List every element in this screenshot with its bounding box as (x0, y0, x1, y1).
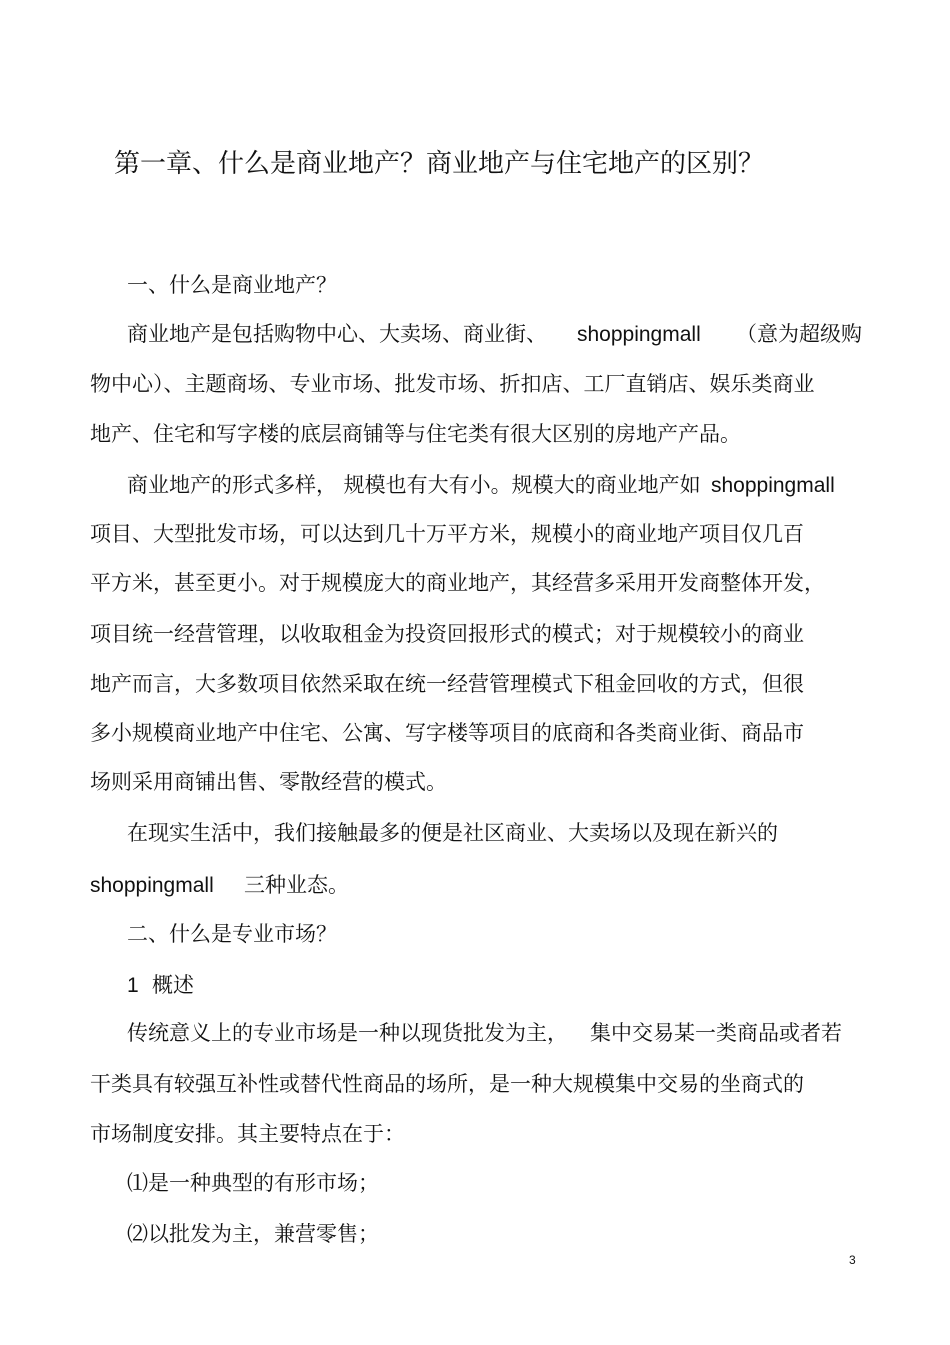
paragraph-term: shoppingmall (90, 874, 214, 897)
section-heading: 一、什么是商业地产？ (127, 273, 337, 297)
paragraph-line: 市场制度安排。其主要特点在于： (90, 1122, 405, 1146)
paragraph-line: 场则采用商铺出售、零散经营的模式。 (90, 770, 447, 794)
subsection-heading: 概述 (152, 973, 194, 997)
subsection-number: 1 (127, 974, 139, 997)
paragraph-line: 项目、大型批发市场，可以达到几十万平方米，规模小的商业地产项目仅几百 (90, 522, 804, 546)
paragraph-line: 平方米，甚至更小。对于规模庞大的商业地产，其经营多采用开发商整体开发， (90, 571, 825, 595)
list-item: ⑵以批发为主，兼营零售； (127, 1222, 379, 1246)
paragraph-line: 三种业态。 (244, 873, 349, 897)
paragraph-line: 干类具有较强互补性或替代性商品的场所，是一种大规模集中交易的坐商式的 (90, 1072, 804, 1096)
paragraph-line: 项目统一经营管理，以收取租金为投资回报形式的模式；对于规模较小的商业 (90, 622, 804, 646)
paragraph-term: shoppingmall (711, 474, 835, 497)
paragraph-term: shoppingmall (577, 323, 701, 346)
paragraph-line: 地产而言，大多数项目依然采取在统一经营管理模式下租金回收的方式，但很 (90, 672, 804, 696)
paragraph-line: 商业地产的形式多样， 规模也有大有小。规模大的商业地产如 (127, 473, 701, 497)
paragraph-line: 物中心）、主题商场、专业市场、批发市场、折扣店、工厂直销店、娱乐类商业 (90, 372, 815, 396)
paragraph-line: 多小规模商业地产中住宅、公寓、写字楼等项目的底商和各类商业街、商品市 (90, 721, 804, 745)
paragraph-line: 集中交易某一类商品或者若 (590, 1021, 842, 1045)
chapter-title: 第一章、什么是商业地产？商业地产与住宅地产的区别？ (114, 149, 765, 179)
paragraph-line: 地产、住宅和写字楼的底层商铺等与住宅类有很大区别的房地产产品。 (90, 422, 741, 446)
list-item: ⑴是一种典型的有形市场； (127, 1171, 379, 1195)
paragraph-line: 在现实生活中，我们接触最多的便是社区商业、大卖场以及现在新兴的 (127, 821, 778, 845)
section-heading: 二、什么是专业市场？ (127, 922, 337, 946)
page-number: 3 (849, 1253, 856, 1267)
paragraph-line: 商业地产是包括购物中心、大卖场、商业街、 (127, 322, 547, 346)
paragraph-line: 传统意义上的专业市场是一种以现货批发为主， (127, 1021, 568, 1045)
paragraph-line: （意为超级购 (736, 322, 862, 346)
